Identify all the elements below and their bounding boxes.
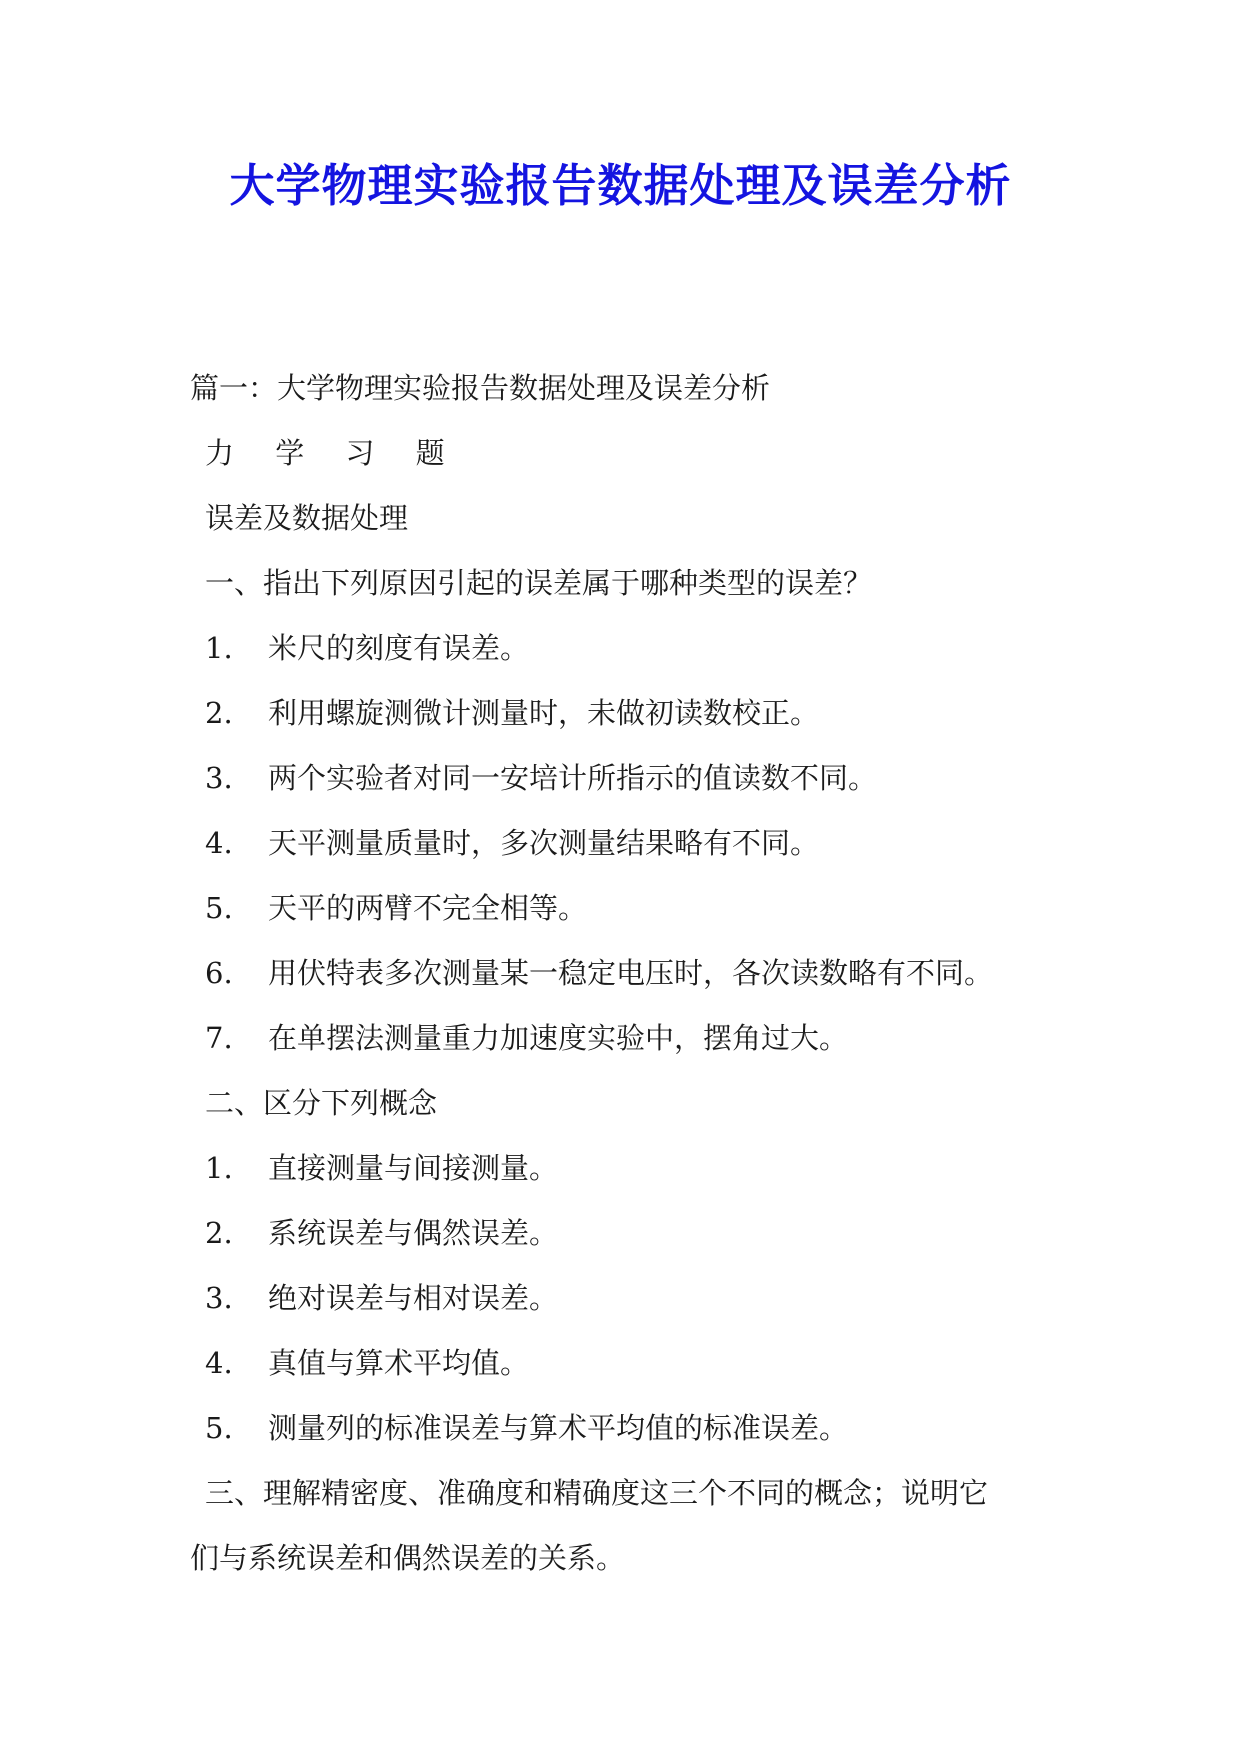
item-number: 6. [205,956,233,990]
section3-heading-line2: 们与系统误差和偶然误差的关系。 [190,1541,626,1575]
item-text: 用伏特表多次测量某一稳定电压时，各次读数略有不同。 [268,956,994,990]
item-text: 米尺的刻度有误差。 [268,631,530,665]
list-item [190,616,1070,681]
item-text: 两个实验者对同一安培计所指示的值读数不同。 [268,761,878,795]
item-text: 天平测量质量时，多次测量结果略有不同。 [268,826,820,860]
item-text: 利用螺旋测微计测量时，未做初读数校正。 [268,696,820,730]
item-text: 测量列的标准误差与算术平均值的标准误差。 [268,1411,849,1445]
list-item [190,1136,1070,1201]
list-item [190,681,1070,746]
list-item [190,1201,1070,1266]
item-text: 天平的两臂不完全相等。 [268,891,588,925]
topic-line: 误差及数据处理 [205,501,409,535]
list-item [190,941,1070,1006]
item-number: 5. [205,1411,233,1445]
item-number: 2. [205,696,233,730]
list-item [190,876,1070,941]
intro-line: 篇一：大学物理实验报告数据处理及误差分析 [190,371,771,405]
list-item [190,1331,1070,1396]
list-item [190,811,1070,876]
item-number: 4. [205,826,233,860]
item-text: 在单摆法测量重力加速度实验中，摆角过大。 [268,1021,849,1055]
list-item [190,1006,1070,1071]
item-number: 1. [205,631,233,665]
item-number: 4. [205,1346,233,1380]
item-text: 系统误差与偶然误差。 [268,1216,559,1250]
section3-heading-line1: 三、理解精密度、准确度和精确度这三个不同的概念；说明它 [205,1476,989,1510]
page-title: 大学物理实验报告数据处理及误差分析 [229,159,1012,212]
item-number: 3. [205,1281,233,1315]
document-body [190,356,1070,1591]
list-item [190,746,1070,811]
list-item [190,1396,1070,1461]
list-item [190,1266,1070,1331]
subtitle-line: 力 学 习 题 [205,436,461,470]
item-number: 2. [205,1216,233,1250]
item-number: 5. [205,891,233,925]
item-text: 直接测量与间接测量。 [268,1151,559,1185]
item-number: 3. [205,761,233,795]
item-text: 真值与算术平均值。 [268,1346,530,1380]
item-text: 绝对误差与相对误差。 [268,1281,559,1315]
item-number: 1. [205,1151,233,1185]
section1-heading: 一、指出下列原因引起的误差属于哪种类型的误差？ [205,566,873,600]
item-number: 7. [205,1021,233,1055]
section2-heading: 二、区分下列概念 [205,1086,438,1120]
